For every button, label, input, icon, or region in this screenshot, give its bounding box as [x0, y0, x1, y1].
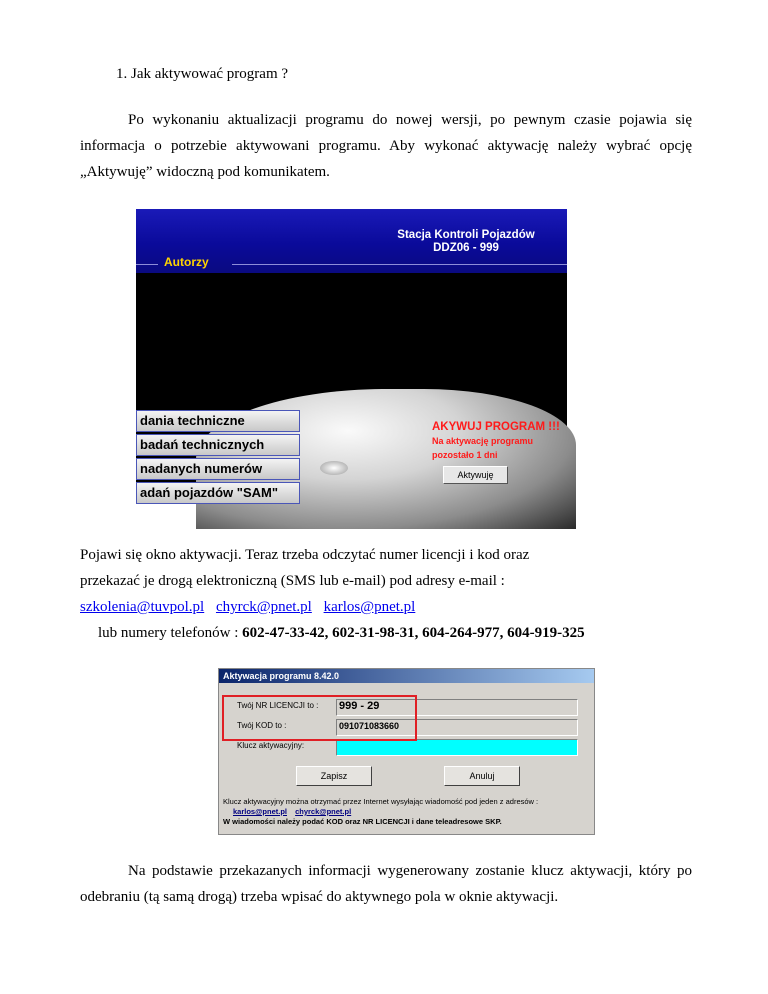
info-email-karlos[interactable]: karlos@pnet.pl: [233, 807, 287, 816]
program-window-screenshot: [136, 209, 567, 500]
station-code: DDZ06 - 999: [433, 242, 499, 254]
email-link-szkolenia[interactable]: szkolenia@tuvpol.pl: [80, 599, 205, 615]
station-title: [366, 229, 566, 255]
phone-numbers: [80, 620, 680, 646]
dialog-info: [223, 797, 591, 827]
divider-line: [232, 264, 567, 265]
car-headlight: [320, 461, 348, 475]
info-email-chyrck[interactable]: chyrck@pnet.pl: [295, 807, 352, 816]
email-link-karlos[interactable]: karlos@pnet.pl: [323, 599, 416, 615]
highlight-box: [222, 695, 417, 741]
info-emails: [223, 807, 591, 817]
code-label: Twój KOD to :: [237, 721, 287, 730]
key-label: Klucz aktywacyjny:: [237, 741, 305, 750]
activation-notice: [432, 420, 560, 462]
email-link-chyrck[interactable]: chyrck@pnet.pl: [215, 599, 312, 615]
phones-prefix: lub numery telefonów :: [98, 625, 239, 641]
menu-item-badania-sam[interactable]: adań pojazdów "SAM": [136, 482, 300, 504]
menu-item-badania-techniczne[interactable]: dania techniczne: [136, 410, 300, 432]
info-line-3: W wiadomości należy podać KOD oraz NR LICENCJI i dane teleadresowe SKP.: [223, 817, 502, 826]
station-name: Stacja Kontroli Pojazdów: [397, 229, 535, 241]
activation-dialog-screenshot: [218, 668, 595, 835]
paragraph-conclusion: Na podstawie przekazanych informacji wygenerowany zostanie klucz aktywacji, który po odebraniu (tą samą drogą) trzeba wpisać do aktywnego pola w oknie aktywacji.: [80, 863, 692, 905]
phones-list: 602-47-33-42, 602-31-98-31, 604-264-977, 604-919-325: [242, 625, 585, 641]
activation-days-left: pozostało 1 dni: [432, 450, 498, 460]
activation-key-input[interactable]: [336, 739, 578, 756]
section-heading: 1. Jak aktywować program ?: [116, 66, 289, 82]
activate-button[interactable]: Aktywuję: [443, 466, 508, 484]
license-label: Twój NR LICENCJI to :: [237, 701, 319, 710]
save-button[interactable]: Zapisz: [296, 766, 372, 786]
paragraph-instructions: [80, 542, 680, 646]
side-menu: [136, 410, 300, 506]
instructions-line-1: Pojawi się okno aktywacji. Teraz trzeba odczytać numer licencji i kod oraz: [80, 547, 530, 563]
paragraph-intro: Po wykonaniu aktualizacji programu do nowej wersji, po pewnym czasie pojawia się informacja o potrzebie aktywowani programu. Aby wykonać aktywację należy wybrać opcję „Aktywuję” widoczną pod komunikatem.: [80, 112, 692, 180]
email-links: [80, 594, 680, 620]
instructions-line-2: przekazać je drogą elektroniczną (SMS lub e-mail) pod adresy e-mail :: [80, 573, 505, 589]
menu-item-rejestr-badan[interactable]: badań technicznych: [136, 434, 300, 456]
info-line-1: Klucz aktywacyjny można otrzymać przez Internet wysyłając wiadomość pod jeden z adresów :: [223, 797, 539, 806]
license-value: 999 - 29: [339, 700, 380, 712]
activation-title: AKYWUJ PROGRAM !!!: [432, 421, 560, 433]
divider-line: [136, 264, 158, 265]
activation-message: Na aktywację programu: [432, 436, 534, 446]
code-value: 091071083660: [339, 721, 400, 731]
menu-autorzy[interactable]: Autorzy: [164, 255, 209, 269]
key-row: [233, 739, 593, 755]
cancel-button[interactable]: Anuluj: [444, 766, 520, 786]
menu-item-nadane-numery[interactable]: nadanych numerów: [136, 458, 300, 480]
dialog-title: Aktywacja programu 8.42.0: [219, 669, 594, 683]
